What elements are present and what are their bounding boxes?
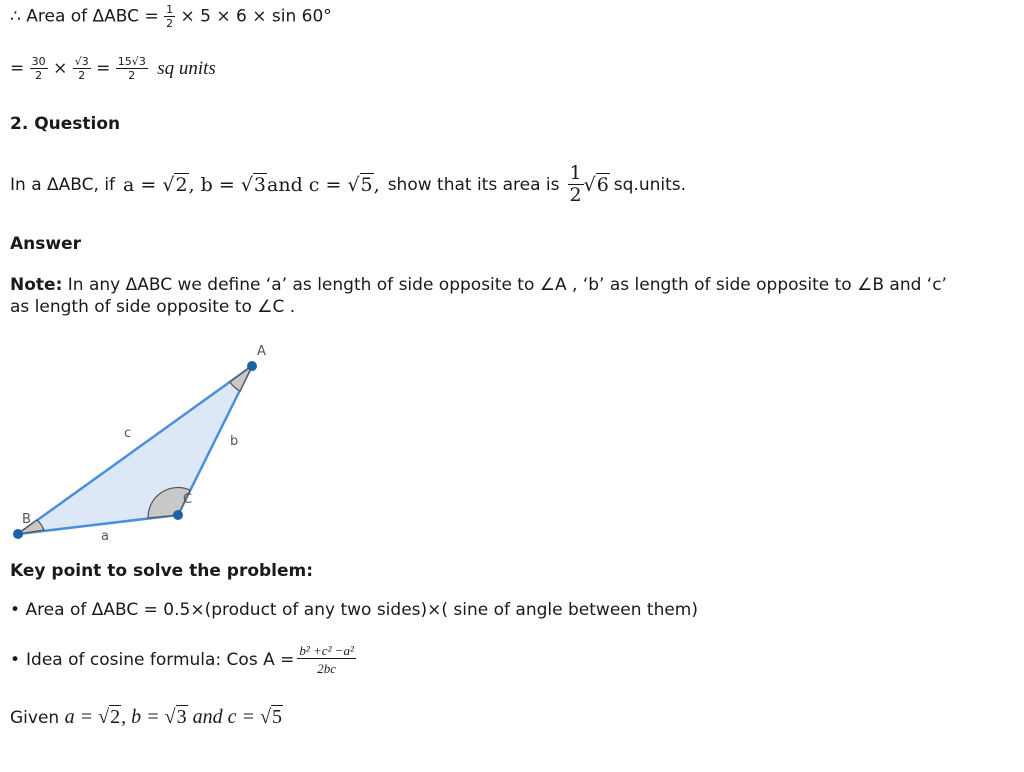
equals-sign-2: = xyxy=(96,58,111,79)
sqrt-2: √2 xyxy=(162,173,188,196)
fraction-denominator: 2 xyxy=(78,69,86,82)
units-label: sq units xyxy=(157,57,216,79)
question-mid: show that its area is xyxy=(387,174,560,195)
fraction-numerator: 15√3 xyxy=(117,55,146,68)
question-prefix: In a ΔABC, if xyxy=(10,174,116,195)
fraction-numerator: 30 xyxy=(31,55,46,68)
sqrt-3: √3 xyxy=(240,173,267,196)
fraction-numerator: 1 xyxy=(569,162,582,184)
bullet-dot: • xyxy=(10,649,21,670)
radicand: 3 xyxy=(138,55,146,68)
bullet-dot: • xyxy=(10,600,21,620)
fraction-denominator: 2 xyxy=(166,17,174,30)
fraction-root3-over-2 xyxy=(73,56,91,81)
cosine-denominator: 2bc xyxy=(317,661,337,676)
side-c-label: c xyxy=(124,426,132,441)
equals-sign: = xyxy=(10,58,25,79)
fraction-15root3-over-2 xyxy=(116,56,148,81)
radicand: 3 xyxy=(81,55,89,68)
coefficient: 15 xyxy=(117,55,132,68)
sqrt-3: √3 xyxy=(164,706,187,728)
vertex-b-point xyxy=(13,529,23,539)
a-equals: a = xyxy=(64,706,99,728)
side-b-label: b xyxy=(230,434,239,449)
b-equals: , b = xyxy=(121,706,165,728)
cosine-fraction xyxy=(297,644,356,675)
and-c-equals: and c = xyxy=(267,173,348,196)
area-result-line xyxy=(10,56,216,81)
and-c-equals: and c = xyxy=(187,706,260,728)
bullet-text: Area of ΔABC = 0.5×(product of any two sides)×( sine of angle between them) xyxy=(25,600,698,620)
radicand: 2 xyxy=(175,173,188,196)
area-label: Area of ΔABC = xyxy=(26,6,159,27)
fraction-denominator: 2 xyxy=(569,184,582,206)
a-equals: a = xyxy=(123,173,163,196)
note-paragraph xyxy=(10,274,947,318)
question-equations xyxy=(123,174,380,196)
fraction-half xyxy=(164,4,175,29)
triangle-diagram xyxy=(0,335,300,550)
note-text-line2: as length of side opposite to ∠C . xyxy=(10,297,296,317)
question-heading: 2. Question xyxy=(10,114,121,134)
bullet-area-formula xyxy=(10,600,698,620)
key-point-heading: Key point to solve the problem: xyxy=(10,561,314,581)
side-a-label: a xyxy=(101,529,109,544)
therefore-symbol: ∴ xyxy=(10,6,21,27)
radicand: 3 xyxy=(253,173,267,196)
answer-heading: Answer xyxy=(10,234,81,254)
area-formula-line xyxy=(10,4,332,29)
note-label: Note: xyxy=(10,275,63,295)
fraction-numerator: 1 xyxy=(166,3,174,16)
sqrt-2: √2 xyxy=(98,706,121,728)
question-text xyxy=(10,164,686,205)
radicand: 2 xyxy=(110,706,121,728)
comma: , xyxy=(373,173,380,196)
fraction-denominator: 2 xyxy=(35,69,43,82)
vertex-a-point xyxy=(247,361,257,371)
bullet-text: Idea of cosine formula: Cos A = xyxy=(26,649,295,670)
radicand: 5 xyxy=(360,173,373,196)
given-line xyxy=(10,706,283,729)
sqrt-5: √5 xyxy=(347,173,373,196)
note-text-line1: In any ΔABC we define ‘a’ as length of side opposite to ∠A , ‘b’ as length of side opposite to ∠B and ‘c’ xyxy=(67,275,947,295)
given-equations xyxy=(65,706,283,728)
fraction-denominator: 2 xyxy=(128,69,136,82)
triangle-fill xyxy=(18,366,252,534)
radicand: 3 xyxy=(176,706,187,728)
vertex-c-label: C xyxy=(183,492,193,507)
times-sign: × xyxy=(53,58,68,79)
vertex-c-point xyxy=(173,510,183,520)
cosine-numerator: b² +c² −a² xyxy=(299,643,354,658)
question-suffix: sq.units. xyxy=(613,174,687,195)
fraction-half-area xyxy=(568,164,584,205)
given-label: Given xyxy=(10,708,60,728)
vertex-a-label: A xyxy=(257,344,266,359)
bullet-cosine-formula xyxy=(10,644,356,675)
sqrt-5: √5 xyxy=(259,706,282,728)
fraction-30-over-2 xyxy=(30,56,48,81)
vertex-b-label: B xyxy=(22,512,31,527)
sqrt-6: √6 xyxy=(583,173,609,196)
radicand: 6 xyxy=(596,173,609,196)
radicand: 5 xyxy=(271,706,282,728)
area-formula-rest: × 5 × 6 × sin 60° xyxy=(180,6,332,27)
b-equals: , b = xyxy=(188,173,241,196)
fraction-numerator: √3 xyxy=(74,55,89,68)
